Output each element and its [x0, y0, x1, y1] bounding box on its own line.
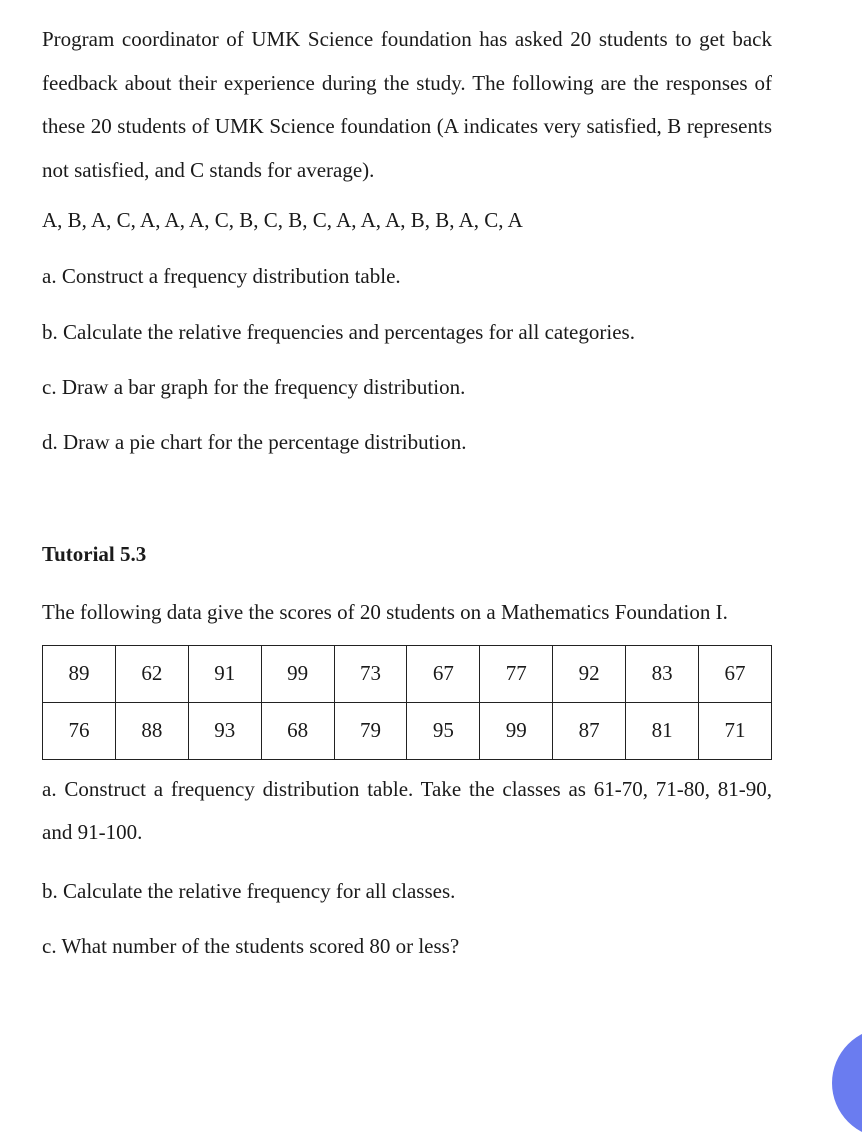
table-cell: 89	[43, 645, 116, 702]
table-cell: 92	[553, 645, 626, 702]
table-cell: 81	[626, 702, 699, 759]
table-cell: 67	[407, 645, 480, 702]
table-cell: 68	[261, 702, 334, 759]
table-cell: 83	[626, 645, 699, 702]
table-cell: 79	[334, 702, 407, 759]
part-a: a. Construct a frequency distribution table.	[42, 264, 401, 288]
table-cell: 71	[699, 702, 772, 759]
scores-table	[42, 645, 772, 760]
floating-action-button[interactable]	[832, 1028, 862, 1138]
table-row	[43, 702, 772, 759]
part-c: c. Draw a bar graph for the frequency distribution.	[42, 375, 466, 399]
table-cell: 77	[480, 645, 553, 702]
table-cell: 99	[261, 645, 334, 702]
tutorial-intro: The following data give the scores of 20 students on a Mathematics Foundation I.	[42, 600, 728, 624]
tutorial-part-c: c. What number of the students scored 80 or less?	[42, 933, 460, 958]
table-cell: 99	[480, 702, 553, 759]
tutorial-part-b: b. Calculate the relative frequency for all classes.	[42, 878, 456, 903]
table-cell: 93	[188, 702, 261, 759]
table-cell: 76	[43, 702, 116, 759]
table-cell: 88	[115, 702, 188, 759]
tutorial-title: Tutorial 5.3	[42, 542, 147, 566]
table-cell: 62	[115, 645, 188, 702]
table-cell: 91	[188, 645, 261, 702]
question-intro: Program coordinator of UMK Science foundation has asked 20 students to get back feedback about their experience during the study. The following are the responses of these 20 students of UMK Science foundation (A indicates very satisfied, B represents not satisfied, and C stands for average).	[42, 27, 772, 182]
part-d: d. Draw a pie chart for the percentage distribution.	[42, 430, 467, 454]
table-cell: 67	[699, 645, 772, 702]
tutorial-part-a: a. Construct a frequency distribution table. Take the classes as 61-70, 71-80, 81-90, and 91-100.	[42, 776, 772, 844]
document-page	[42, 18, 772, 960]
table-cell: 87	[553, 702, 626, 759]
table-row	[43, 645, 772, 702]
table-cell: 73	[334, 645, 407, 702]
table-cell: 95	[407, 702, 480, 759]
responses-list: A, B, A, C, A, A, A, C, B, C, B, C, A, A, A, B, B, A, C, A	[42, 208, 523, 232]
part-b: b. Calculate the relative frequencies and percentages for all categories.	[42, 320, 635, 344]
